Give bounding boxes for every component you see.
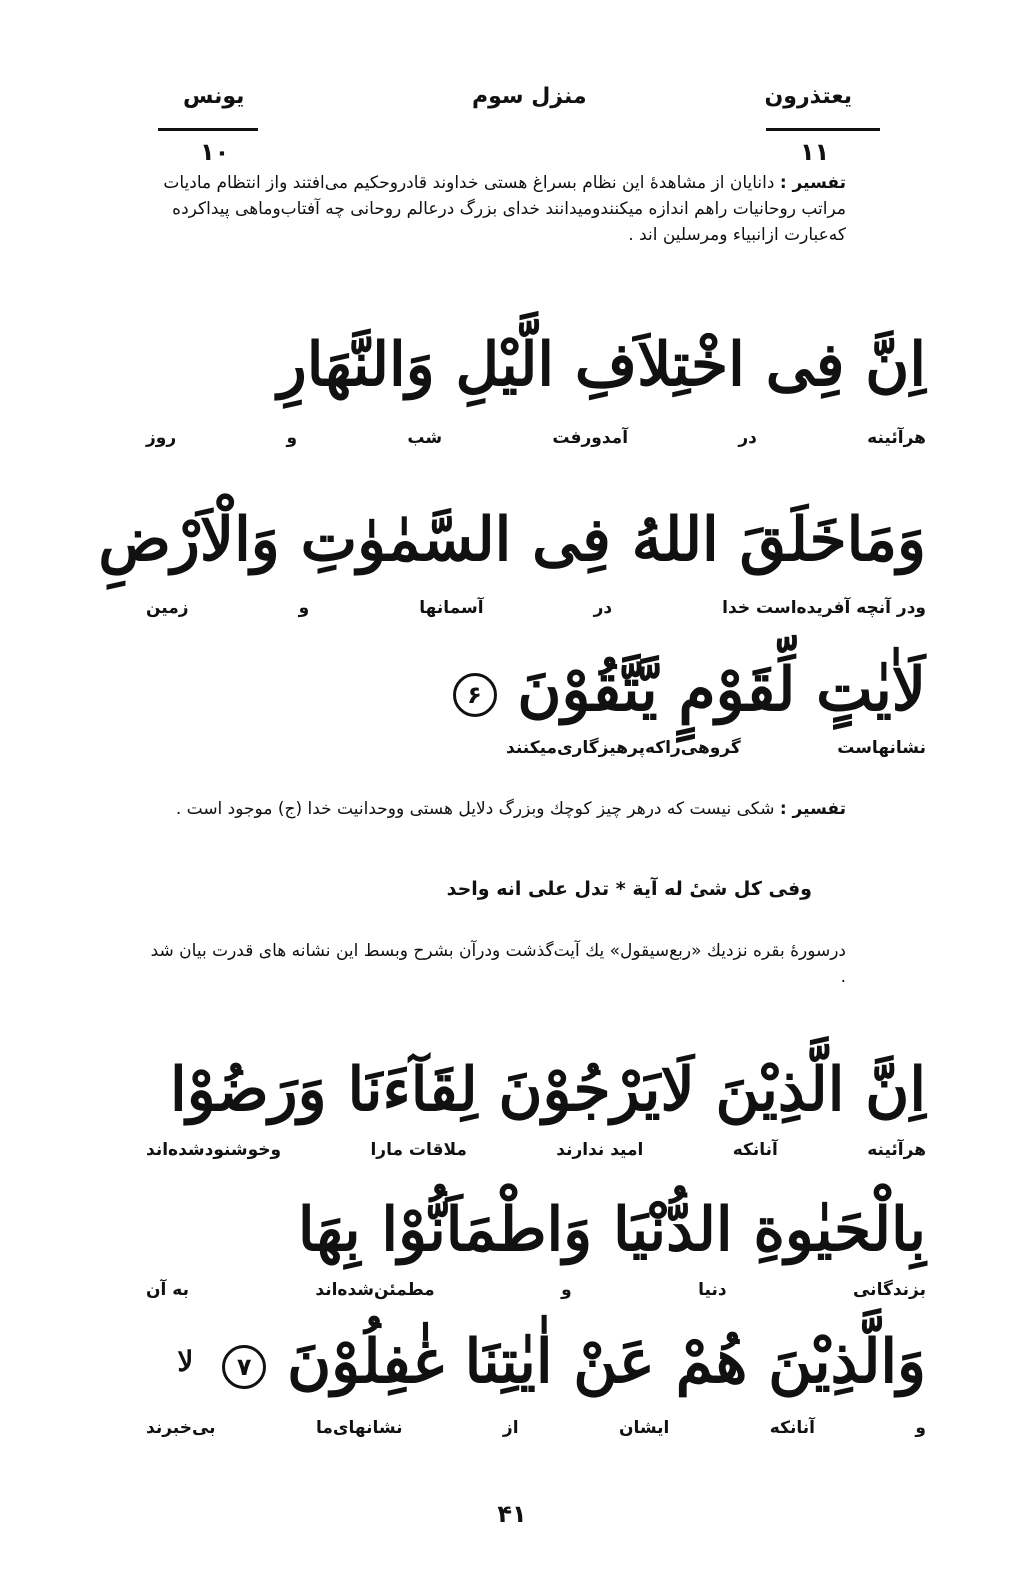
translation-word: شب	[407, 428, 443, 448]
translation-word: هرآئینه	[867, 428, 926, 448]
page-number: ۴۱	[497, 1500, 527, 1528]
translation-word: ملاقات مارا	[370, 1140, 467, 1160]
translation-word: دنیا	[698, 1280, 727, 1300]
translation-word: روز	[146, 428, 177, 448]
header-surah-title: یونس	[183, 84, 245, 109]
translation-word: گروهی‌راکه‌پرهیزگاری‌میکنند	[506, 738, 741, 758]
translation-row	[146, 1140, 926, 1160]
translation-row	[146, 428, 926, 448]
arabic-quote: وفی کل شیٔ له آیة * تدل علی انه واحد	[446, 878, 812, 900]
verse-line: وَمَاخَلَقَ اللهُ فِی السَّمٰوٰتِ وَالْاَرْضِ	[98, 505, 926, 575]
translation-word: نشانهاست	[837, 738, 926, 758]
translation-word: نشانهای‌ما	[315, 1418, 403, 1438]
translation-word: وخوشنودشده‌اند	[146, 1140, 282, 1160]
verse-line-with-mark	[426, 650, 926, 730]
verse-text: وَالَّذِیْنَ هُمْ عَنْ اٰیٰتِنَا غٰفِلُوْنَ	[287, 1327, 926, 1397]
verse-line: اِنَّ الَّذِیْنَ لَایَرْجُوْنَ لِقَآءَنَا وَرَضُوْا	[170, 1055, 926, 1125]
translation-word: آمدورفت	[552, 428, 629, 448]
translation-word: آسمانها	[419, 598, 484, 618]
tafsir-text: دانایان از مشاهدهٔ این نظام بسراغ هستی خداوند قادروحکیم می‌افتند واز انتظام مادیات مراتب روحانیات راهم اندازه میکنندومیدانند خدای بزرگ درعالم روحانی چه آفتاب‌وماهی پیداکرده که‌عبارت ازانبیاء ومرسلین اند .	[163, 173, 846, 245]
translation-word: به آن	[146, 1280, 189, 1300]
translation-word: در	[593, 598, 613, 618]
tafsir-paragraph	[146, 796, 846, 822]
note-paragraph: درسورهٔ بقره نزدیك «ربع‌سیقول» یك آیت‌گذشت ودرآن بشرح وبسط این نشانه های قدرت بیان شد .	[150, 941, 846, 987]
translation-word: و	[286, 428, 298, 448]
header-rule-right	[766, 128, 880, 131]
tafsir-paragraph	[146, 170, 846, 248]
translation-word: و	[561, 1280, 572, 1300]
translation-word: زمین	[146, 598, 189, 618]
header-juz-title: یعتذرون	[764, 84, 852, 109]
translation-word: ایشان	[618, 1418, 670, 1438]
header-rule-left	[158, 128, 258, 131]
translation-word: آنانکه	[732, 1140, 778, 1160]
translation-word: آنانکه	[769, 1418, 815, 1438]
tafsir-label: تفسیر :	[779, 173, 846, 193]
translation-row	[146, 1418, 926, 1438]
header-surah-number: ۱۰	[200, 138, 230, 166]
header-manzil-title: منزل سوم	[472, 84, 587, 109]
translation-word: و	[298, 598, 310, 618]
translation-row	[146, 598, 926, 618]
verse-line-with-mark	[136, 1322, 926, 1402]
translation-word: مطمئن‌شده‌اند	[315, 1280, 435, 1300]
translation-word: امید ندارند	[556, 1140, 644, 1160]
verse-line: اِنَّ فِی اخْتِلاَفِ الَّیْلِ وَالنَّهَارِ	[277, 330, 926, 400]
translation-word: بزندگانی	[852, 1280, 926, 1300]
translation-row	[146, 1280, 926, 1300]
translation-word: بی‌خبرند	[146, 1418, 216, 1438]
verse-text: لَاٰیٰتٍ لِّقَوْمٍ یَّتَّقُوْنَ	[517, 655, 926, 725]
waqf-mark: لا	[177, 1345, 194, 1378]
translation-word: هرآئینه	[867, 1140, 926, 1160]
ayah-number-icon: ۶	[453, 673, 497, 717]
tafsir-text: شکی نیست که درهر چیز کوچك وبزرگ دلایل هستی ووحدانیت خدا (ج) موجود است .	[175, 799, 775, 819]
translation-row	[506, 738, 926, 758]
translation-word: در	[738, 428, 757, 448]
verse-line: بِالْحَیٰوةِ الدُّنْیَا وَاطْمَاَنُّوْا بِهَا	[297, 1195, 926, 1265]
tafsir-label: تفسیر :	[779, 799, 846, 819]
translation-word: و	[915, 1418, 926, 1438]
header-juz-number: ۱۱	[800, 138, 830, 166]
ayah-number-icon: ۷	[222, 1345, 266, 1389]
translation-word: ودر آنچه آفریده‌است خدا	[722, 598, 926, 618]
translation-word: از	[502, 1418, 519, 1438]
